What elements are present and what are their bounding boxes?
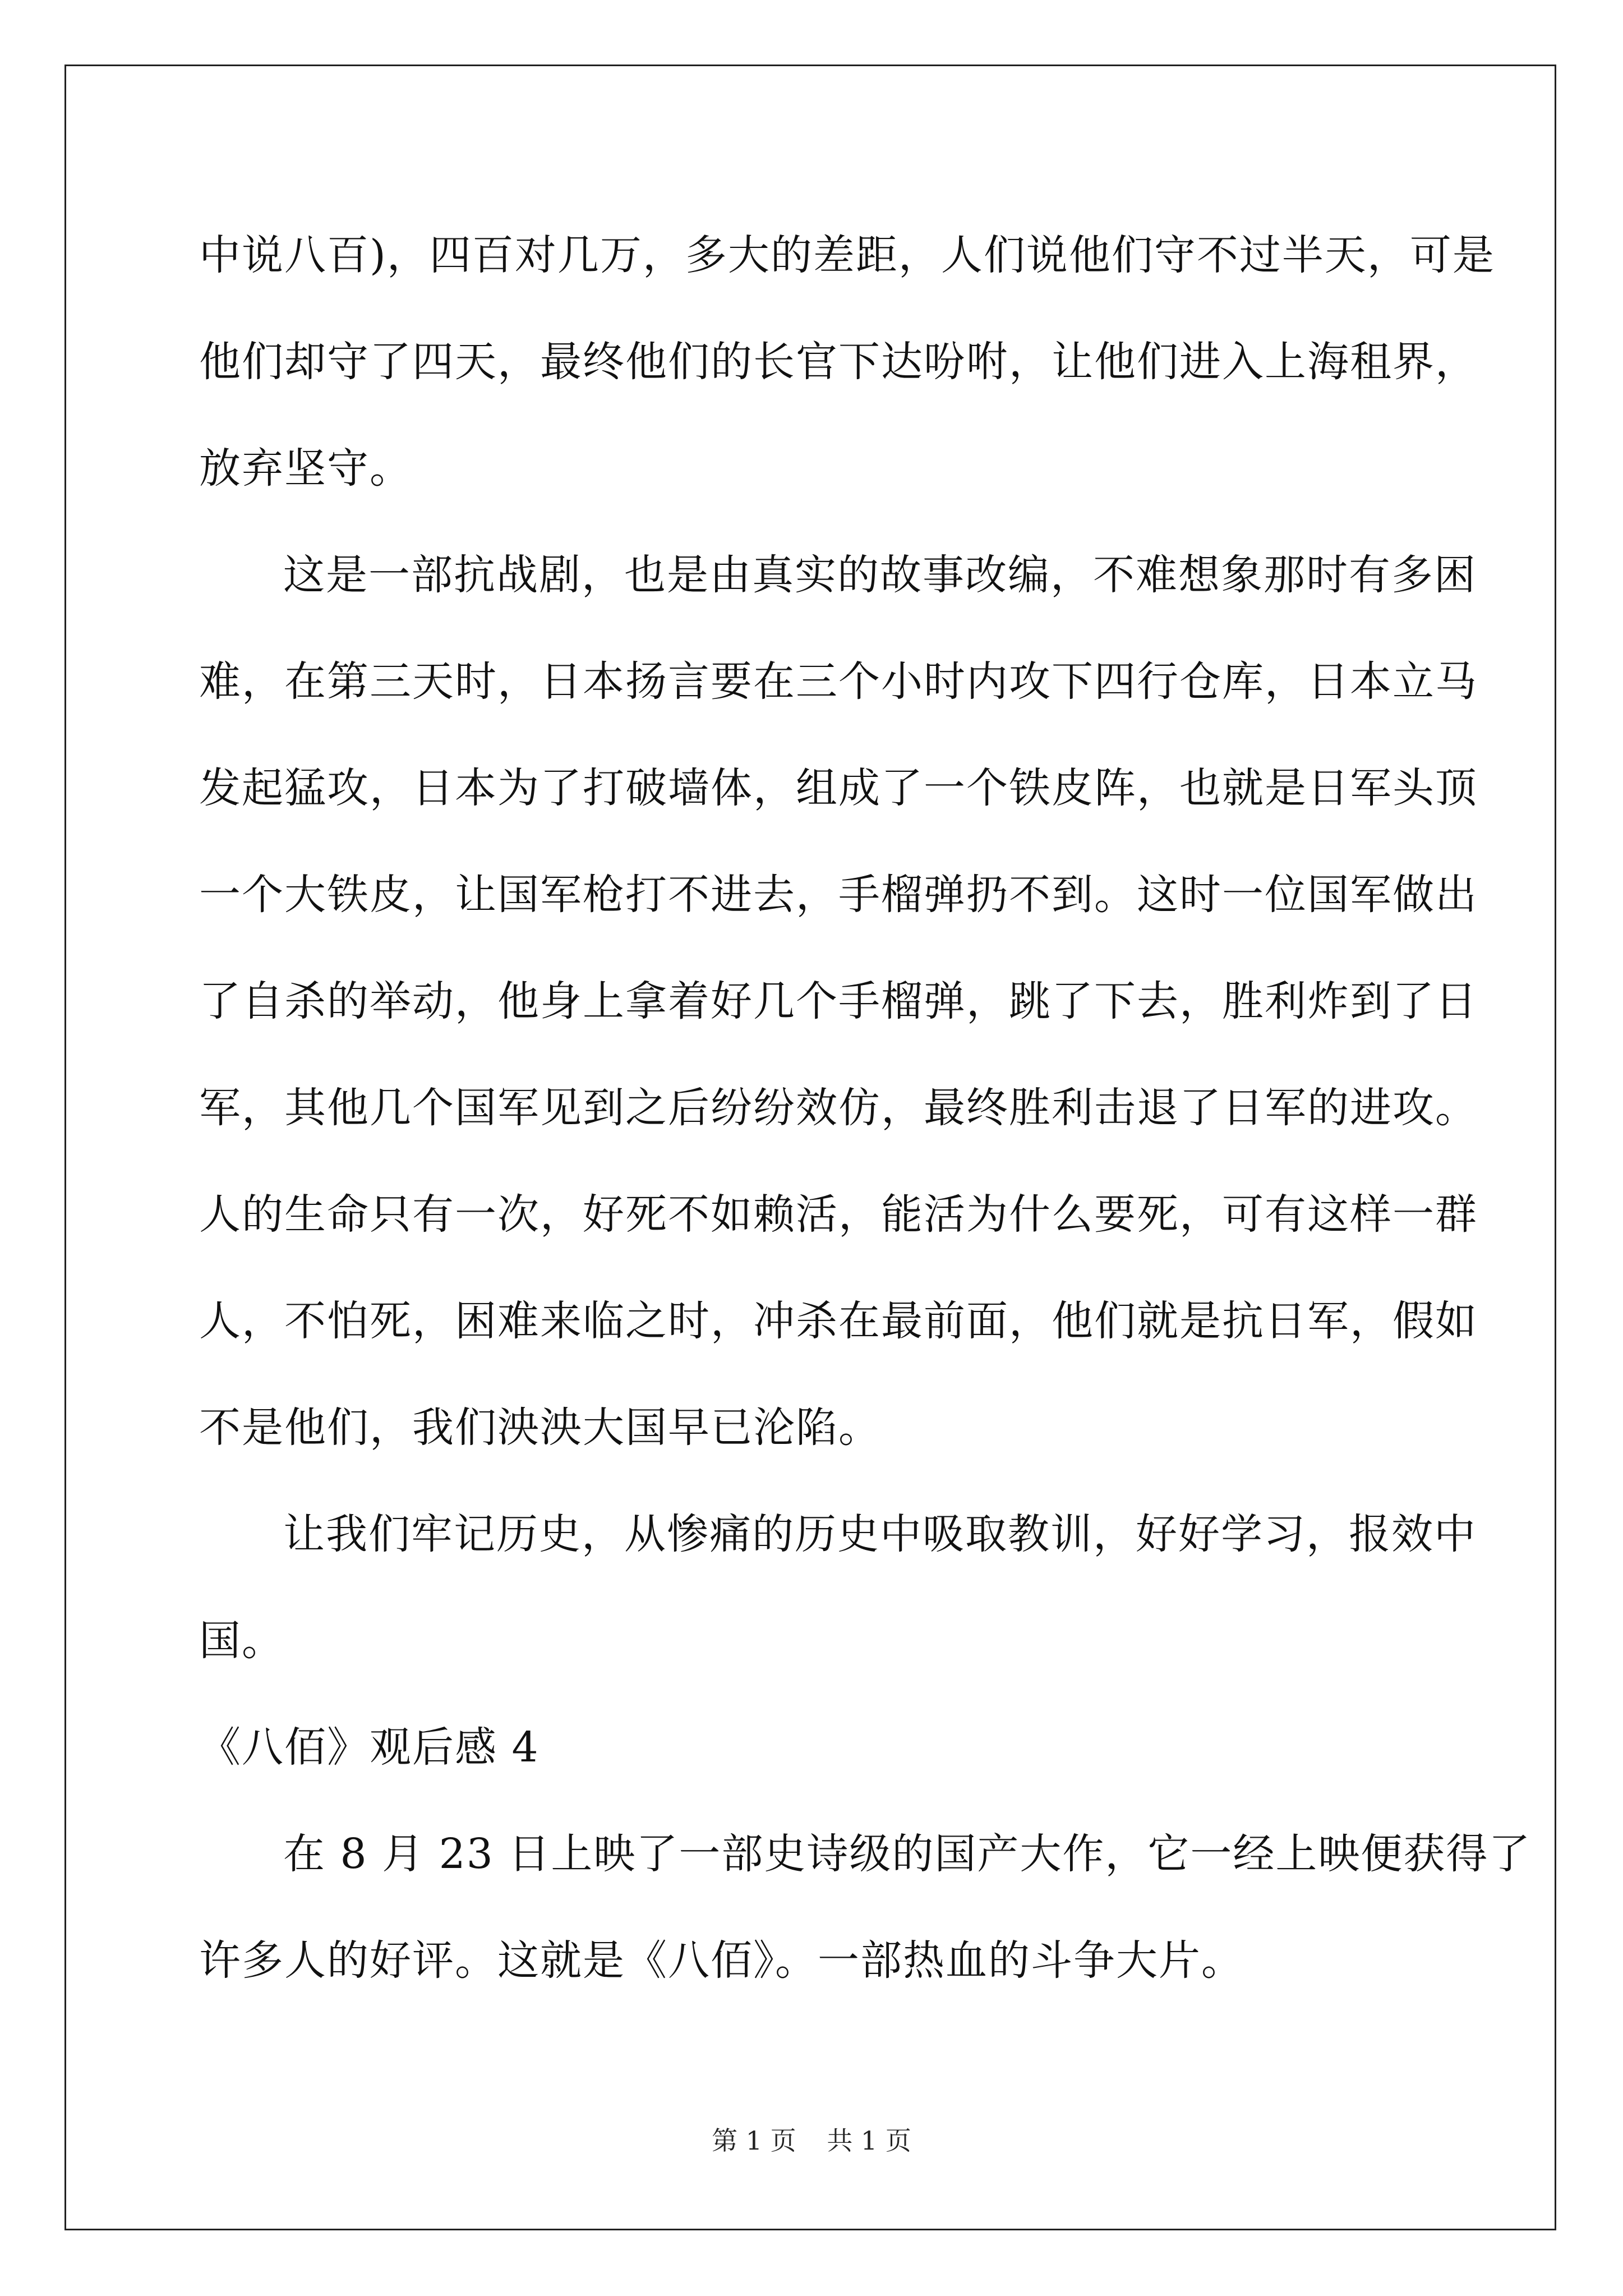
text-line: 不是他们，我们泱泱大国早已沦陷。 — [199, 1404, 881, 1452]
paragraph-start-line: 让我们牢记历史，从惨痛的历史中吸取教训，好好学习，报效中 — [283, 1510, 1477, 1558]
text-line: 人，不怕死，困难来临之时，冲杀在最前面，他们就是抗日军，假如 — [199, 1297, 1478, 1345]
text-line: 人的生命只有一次，好死不如赖活，能活为什么要死，可有这样一群 — [199, 1190, 1478, 1239]
text-line: 发起猛攻，日本为了打破墙体，组成了一个铁皮阵，也就是日军头顶 — [199, 764, 1478, 812]
text-line: 国。 — [199, 1617, 284, 1665]
text-line: 了自杀的举动，他身上拿着好几个手榴弹，跳了下去，胜利炸到了日 — [199, 977, 1478, 1025]
text-line: 他们却守了四天，最终他们的长官下达吩咐，让他们进入上海租界， — [199, 338, 1478, 386]
section-heading: 《八佰》观后感 4 — [199, 1723, 540, 1772]
text-line: 中说八百)，四百对几万，多大的差距，人们说他们守不过半天，可是 — [199, 231, 1495, 279]
page-total: 共 1 页 — [827, 2125, 911, 2156]
text-line: 军，其他几个国军见到之后纷纷效仿，最终胜利击退了日军的进攻。 — [199, 1084, 1478, 1132]
page-footer — [0, 2120, 1623, 2157]
text-line: 放弃坚守。 — [199, 444, 412, 493]
text-line: 难，在第三天时，日本扬言要在三个小时内攻下四行仓库，日本立马 — [199, 657, 1478, 706]
paragraph-start-line: 在 8 月 23 日上映了一部史诗级的国产大作，它一经上映便获得了 — [283, 1830, 1532, 1878]
paragraph-start-line: 这是一部抗战剧，也是由真实的故事改编，不难想象那时有多困 — [283, 551, 1477, 599]
document-body — [199, 202, 1532, 2014]
page-number: 第 1 页 — [712, 2125, 796, 2156]
text-line: 许多人的好评。这就是《八佰》。一部热血的斗争大片。 — [199, 1936, 1244, 1985]
text-line: 一个大铁皮，让国军枪打不进去，手榴弹扔不到。这时一位国军做出 — [199, 871, 1478, 919]
